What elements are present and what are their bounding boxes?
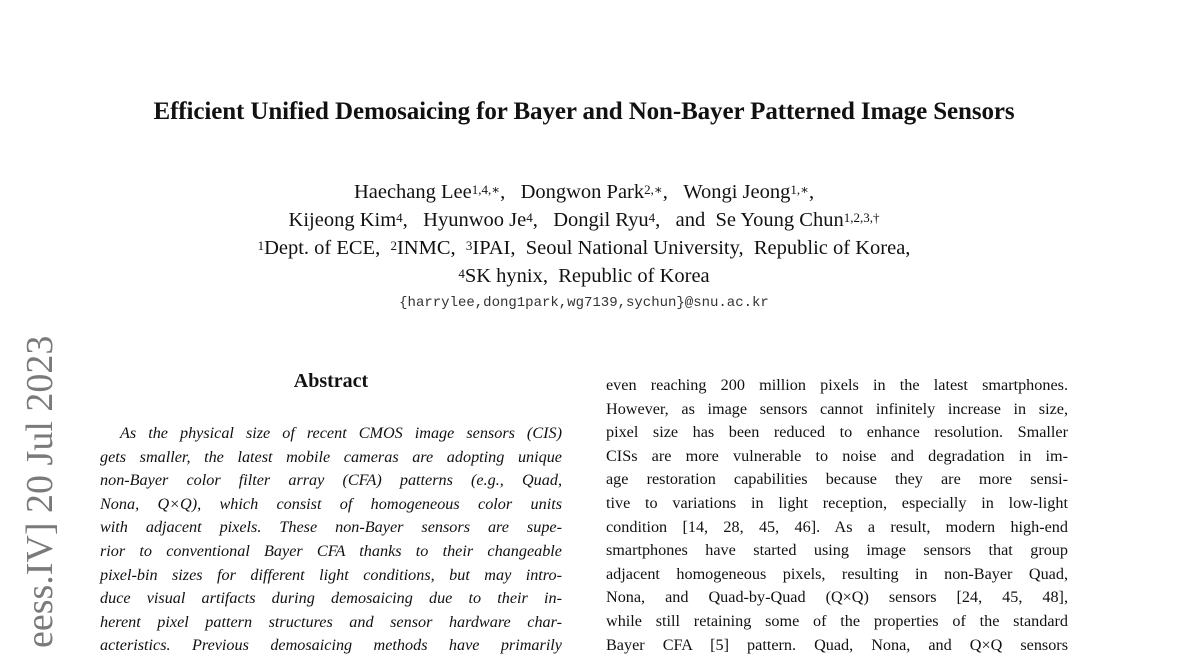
arxiv-stamp: eess.IV] 20 Jul 2023: [19, 335, 61, 648]
author-affiliation-marker: 1,∗: [790, 182, 809, 197]
text-line: even reaching 200 million pixels in the latest smartphones.: [606, 376, 1068, 394]
text-line: smartphones have started using image sensors that group: [606, 541, 1068, 560]
affiliation-text: Republic of Korea: [558, 265, 710, 287]
text-line: gets smaller, the latest mobile cameras are adopting unique: [100, 447, 562, 466]
affiliation-marker: 4: [458, 266, 465, 281]
author-affiliation-marker: 4: [526, 210, 533, 225]
author-affiliation-marker: 4: [396, 210, 403, 225]
author-name: Wongi Jeong: [683, 181, 791, 203]
text-line: pixel-bin sizes for different light conditions, but may intro-: [100, 565, 562, 584]
author-block: [0, 178, 1168, 290]
text-line: As the physical size of recent CMOS image sensors (CIS): [120, 424, 562, 442]
author-name: Kijeong Kim: [288, 209, 397, 231]
text-line: adjacent homogeneous pixels, resulting in non-Bayer Quad,: [606, 564, 1068, 583]
affiliation-line-1: [0, 234, 1168, 262]
text-line: pixel size has been reduced to enhance resolution. Smaller: [606, 423, 1068, 442]
affiliation-marker: 3: [465, 238, 473, 253]
text-line: tive to variations in light reception, especially in low-light: [606, 493, 1068, 512]
author-affiliation-marker: 2,∗: [644, 182, 663, 197]
text-line: herent pixel pattern structures and sensor hardware char-: [100, 612, 562, 631]
text-line: non-Bayer color filter array (CFA) patterns (e.g., Quad,: [100, 471, 562, 490]
author-name: Dongwon Park: [520, 181, 645, 203]
author-emails: {harrylee,dong1park,wg7139,sychun}@snu.ac.kr: [399, 295, 769, 311]
text-line: Nona, and Quad-by-Quad (Q×Q) sensors [24, 45, 48],: [606, 588, 1068, 607]
abstract-heading: Abstract: [293, 370, 369, 392]
affiliation-marker: 2: [390, 238, 397, 253]
text-line: with adjacent pixels. These non-Bayer sensors are supe-: [100, 518, 562, 537]
affiliation-text: IPAI,: [472, 237, 516, 259]
text-line: Bayer CFA [5] pattern. Quad, Nona, and Q×Q sensors: [606, 635, 1068, 654]
author-name: Haechang Lee: [353, 181, 472, 203]
text-line: rior to conventional Bayer CFA thanks to their changeable: [100, 541, 562, 560]
affiliation-text: SK hynix,: [464, 265, 548, 287]
author-affiliation-marker: 1,2,3,†: [843, 210, 880, 225]
text-line: age restoration capabilities because they are more sensi-: [606, 470, 1068, 489]
text-line: CISs are more vulnerable to noise and degradation in im-: [606, 446, 1068, 465]
abstract-body: [100, 422, 562, 658]
author-name: Se Young Chun: [715, 209, 844, 231]
intro-body-right-column: [606, 374, 1068, 657]
text-line: Nona, Q×Q), which consist of homogeneous color units: [100, 494, 562, 513]
author-affiliation-marker: 1,4,∗: [471, 182, 501, 197]
affiliation-text: INMC,: [396, 237, 456, 259]
author-line-2: Kijeong Kim$^4$, Hyunwoo Je$^4$, Dongil Ryu$^4$, and Se Young Chun$^{1,2,3,\dagger}$: [288, 209, 880, 231]
affiliation-marker: 1: [257, 238, 265, 253]
text-line: condition [14, 28, 45, 46]. As a result, modern high-end: [606, 517, 1068, 536]
author-name: Hyunwoo Je: [423, 209, 527, 231]
affiliation-text: Dept. of ECE,: [264, 237, 381, 259]
text-line: while still retaining some of the properties of the standard: [606, 611, 1068, 630]
affiliation-text: Seoul National University,: [525, 237, 744, 259]
author-affiliation-marker: 4: [648, 210, 656, 225]
paper-title: Efficient Unified Demosaicing for Bayer and Non-Bayer Patterned Image Sensors: [153, 98, 1015, 125]
author-name: Dongil Ryu: [553, 209, 649, 231]
text-line: duce visual artifacts during demosaicing due to their in-: [100, 589, 562, 608]
affiliation-line-2: [0, 262, 1168, 290]
affiliation-text: Republic of Korea,: [753, 237, 911, 259]
text-line: However, as image sensors cannot infinitely increase in size,: [606, 399, 1068, 418]
author-line-1: Haechang Lee$^{1,4,∗}$, Dongwon Park$^{2,∗}$, Wongi Jeong$^{1,∗}$,: [353, 181, 815, 203]
text-line: acteristics. Previous demosaicing methods have primarily: [100, 636, 562, 655]
